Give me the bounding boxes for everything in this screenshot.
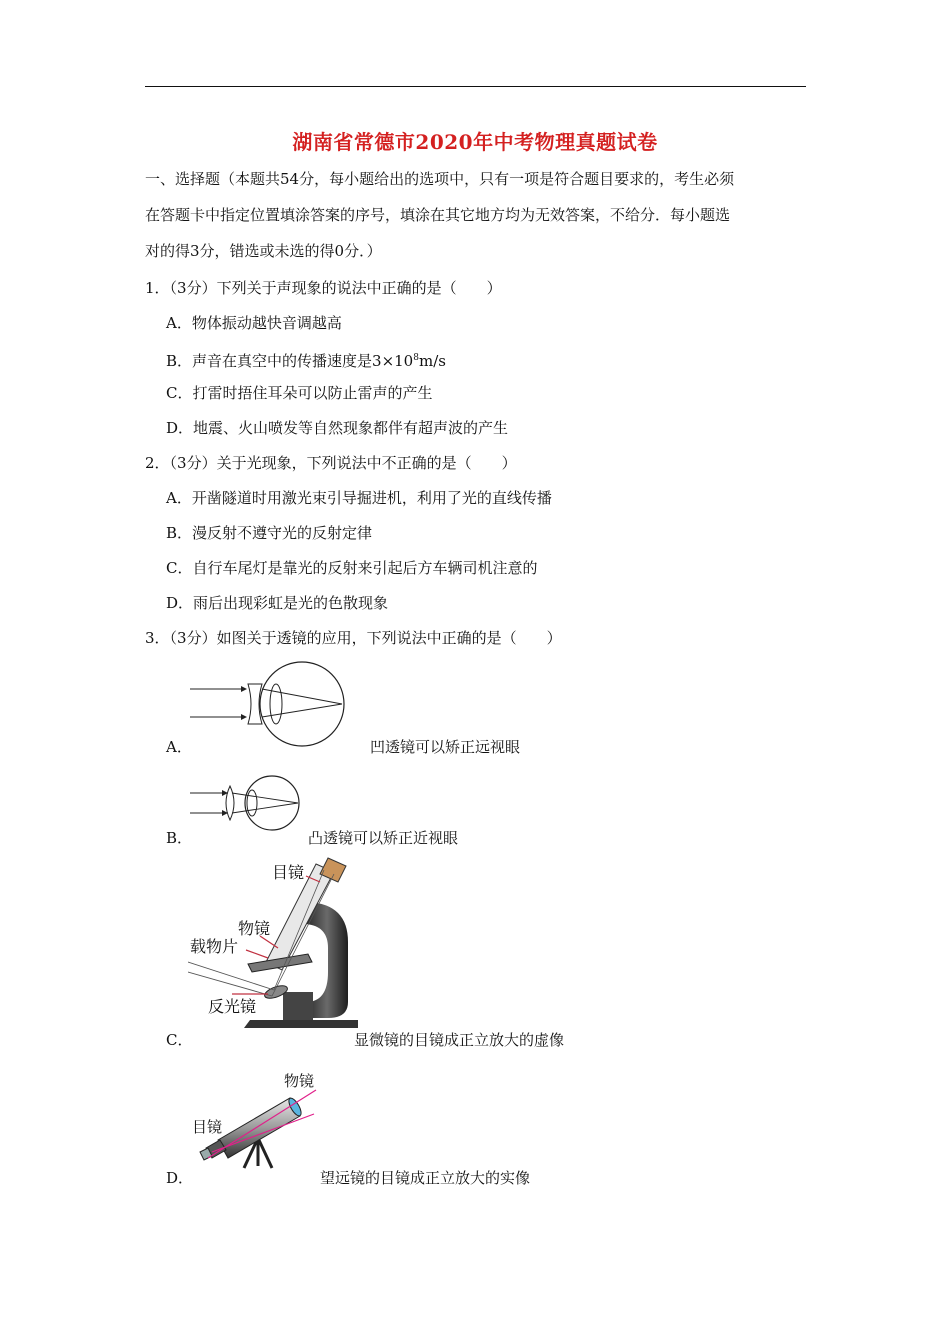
q3-option-d-text: 望远镜的目镜成正立放大的实像 xyxy=(320,1169,531,1187)
fig-c-label-objective: 物镜 xyxy=(238,919,271,938)
q2-option-b: B．漫反射不遵守光的反射定律 xyxy=(166,524,373,542)
section-instructions-line-1: 一、选择题（本题共54分，每小题给出的选项中，只有一项是符合题目要求的，考生必须 xyxy=(145,170,735,188)
q3-option-c-text: 显微镜的目镜成正立放大的虚像 xyxy=(354,1031,565,1049)
q1-option-b-text: B．声音在真空中的传播速度是3×10 xyxy=(166,352,414,370)
figure-c-microscope xyxy=(188,852,368,1030)
q1-option-c: C．打雷时捂住耳朵可以防止雷声的产生 xyxy=(166,384,433,402)
q3-option-a-label: A． xyxy=(166,738,192,756)
q1-option-d: D．地震、火山喷发等自然现象都伴有超声波的产生 xyxy=(166,419,509,437)
q3-stem: 3．（3分）如图关于透镜的应用，下列说法中正确的是（ ） xyxy=(145,629,562,647)
fig-d-label-eyepiece: 目镜 xyxy=(192,1118,223,1136)
top-rule xyxy=(145,86,806,87)
q3-option-d-label: D． xyxy=(166,1169,194,1187)
q1-option-b-exponent: 8 xyxy=(413,353,419,363)
section-instructions-line-2: 在答题卡中指定位置填涂答案的序号，填涂在其它地方均为无效答案，不给分．每小题选 xyxy=(145,206,731,224)
fig-c-label-slide: 载物片 xyxy=(190,937,239,956)
fig-c-label-eyepiece: 目镜 xyxy=(272,863,305,882)
fig-c-label-mirror: 反光镜 xyxy=(208,997,257,1016)
q3-option-a-text: 凹透镜可以矫正远视眼 xyxy=(370,738,521,756)
q1-option-b-unit: m/s xyxy=(418,352,446,370)
fig-d-label-objective: 物镜 xyxy=(284,1072,315,1090)
page-title: 湖南省常德市2020年中考物理真题试卷 xyxy=(292,130,658,154)
q2-stem: 2．（3分）关于光现象，下列说法中不正确的是（ ） xyxy=(145,454,517,472)
q1-option-b xyxy=(166,348,446,371)
q2-option-d: D．雨后出现彩虹是光的色散现象 xyxy=(166,594,389,612)
q2-option-c: C．自行车尾灯是靠光的反射来引起后方车辆司机注意的 xyxy=(166,559,538,577)
q1-stem: 1．（3分）下列关于声现象的说法中正确的是（ ） xyxy=(145,279,502,297)
q3-option-b-text: 凸透镜可以矫正近视眼 xyxy=(308,829,459,847)
q2-option-a: A．开凿隧道时用激光束引导掘进机，利用了光的直线传播 xyxy=(166,489,552,507)
section-instructions-line-3: 对的得3分，错选或未选的得0分．） xyxy=(145,242,382,260)
figure-b-convex-lens-eye xyxy=(190,772,305,834)
figure-d-telescope xyxy=(188,1068,318,1173)
figure-a-concave-lens-eye xyxy=(190,660,360,750)
q3-option-c-label: C． xyxy=(166,1031,193,1049)
q3-option-b-label: B． xyxy=(166,829,193,847)
q1-option-a: A．物体振动越快音调越高 xyxy=(166,314,342,332)
